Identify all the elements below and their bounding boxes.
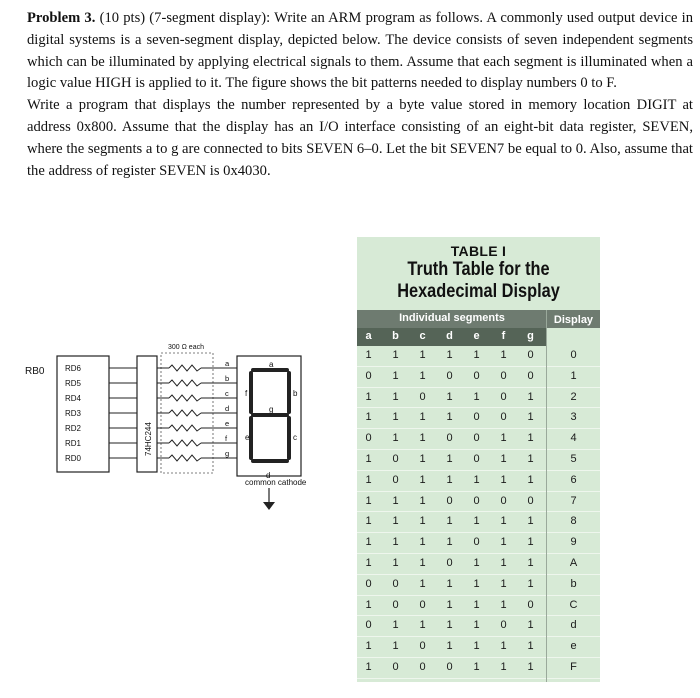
segment-bit: 1: [500, 536, 507, 549]
segment-bit: 1: [419, 473, 426, 486]
segment-bit: 1: [473, 619, 480, 632]
segment-bit: 0: [473, 536, 480, 549]
table-row: [357, 492, 600, 513]
segment-bit: 1: [527, 536, 534, 549]
segment-bit: 1: [392, 432, 399, 445]
segment-bit: 1: [446, 452, 453, 465]
segment-bit: 1: [500, 349, 507, 361]
segment-bit: 1: [419, 494, 426, 507]
segment-bit: 1: [446, 411, 453, 424]
segment-header-g: g: [527, 330, 534, 342]
segment-bit: 0: [392, 660, 399, 673]
pin-label-rd5: RD5: [65, 379, 82, 388]
segment-bit: 0: [500, 411, 507, 424]
segment-letter: b: [225, 374, 230, 383]
segment-bit: 1: [419, 432, 426, 445]
segment-bit: 1: [446, 390, 453, 403]
segment-header-e: e: [473, 330, 480, 342]
display-value: 6: [570, 473, 577, 486]
segment-bit: 0: [527, 369, 534, 382]
segment-bit: 1: [419, 452, 426, 465]
segment-bit: 1: [419, 619, 426, 632]
segment-bit: 0: [473, 369, 480, 382]
segment-bit: 0: [446, 432, 453, 445]
display-letter-e: e: [245, 433, 250, 442]
table-title: TABLE I: [450, 243, 507, 259]
segment-bit: 0: [419, 390, 426, 403]
segment-bit: 1: [500, 598, 507, 611]
display-letter-f: f: [245, 389, 248, 398]
display-value: 7: [570, 494, 577, 507]
segment-bit: 1: [446, 536, 453, 549]
segment-letter: e: [225, 419, 230, 428]
pin-label-rd1: RD1: [65, 439, 82, 448]
wires: [109, 359, 237, 461]
table-row: [357, 346, 600, 367]
segment-bit: 1: [446, 619, 453, 632]
table-row: [357, 408, 600, 429]
segment-bit: 1: [365, 598, 372, 611]
segment-bit: 1: [392, 536, 399, 549]
display-value: d: [570, 619, 577, 632]
segment-letter: d: [225, 404, 230, 413]
segment-bit: 1: [527, 660, 534, 673]
segment-bit: 1: [446, 598, 453, 611]
segment-bit: 0: [446, 556, 453, 569]
segment-bit: 0: [392, 598, 399, 611]
segment-bit: 1: [527, 390, 534, 403]
segment-bit: 1: [473, 473, 480, 486]
segment-bit: 1: [446, 473, 453, 486]
resistor-icon: [169, 365, 201, 371]
segment-bit: 0: [365, 577, 372, 590]
pin-label-rd4: RD4: [65, 394, 82, 403]
segment-header-a: a: [365, 330, 372, 342]
resistor-icon: [169, 425, 201, 431]
segment-bit: 1: [473, 556, 480, 569]
table-subtitle-1: Truth Table for the: [407, 259, 550, 280]
display-value: b: [570, 577, 577, 590]
pin-label-rd6: RD6: [65, 364, 82, 373]
segment-bit: 1: [365, 660, 372, 673]
segment-bit: 1: [419, 515, 426, 528]
display-value: C: [569, 598, 578, 611]
segment-bit: 1: [392, 390, 399, 403]
segment-bit: 1: [365, 640, 372, 653]
table-row: [357, 637, 600, 658]
segment-letter: c: [225, 389, 229, 398]
segment-bit: 0: [365, 369, 372, 382]
segment-bit: 1: [500, 473, 507, 486]
display-segments: [245, 360, 298, 461]
segment-header-b: b: [392, 330, 399, 342]
segment-bit: 0: [365, 432, 372, 445]
pin-label-rd2: RD2: [65, 424, 82, 433]
display-value: 0: [570, 349, 577, 361]
table-row: [357, 554, 600, 575]
problem-paragraph-1: [27, 8, 693, 95]
segment-bit: 0: [527, 598, 534, 611]
segment-bit: 1: [473, 515, 480, 528]
segment-bit: 1: [527, 515, 534, 528]
segment-bit: 0: [365, 619, 372, 632]
pin-labels: [65, 364, 82, 463]
table-row: [357, 429, 600, 450]
display-letter-a: a: [269, 360, 274, 369]
display-value: 2: [570, 390, 577, 403]
segment-bit: 1: [392, 349, 399, 361]
table-row: [357, 388, 600, 409]
circuit-diagram: [25, 338, 355, 528]
display-value: F: [570, 660, 577, 673]
segment-bit: 0: [473, 411, 480, 424]
segment-bit: 0: [446, 494, 453, 507]
segment-bit: 1: [419, 556, 426, 569]
segment-bit: 1: [527, 411, 534, 424]
segment-bit: 1: [419, 536, 426, 549]
pin-label-rd0: RD0: [65, 454, 82, 463]
segment-bit: 1: [392, 556, 399, 569]
table-divider: [546, 310, 547, 682]
table-row: [357, 512, 600, 533]
segment-bit: 1: [392, 515, 399, 528]
display-letter-b: b: [293, 389, 298, 398]
segment-bit: 1: [419, 577, 426, 590]
segment-bit: 0: [419, 598, 426, 611]
segment-bit: 0: [527, 494, 534, 507]
segment-bit: 1: [446, 577, 453, 590]
segment-bit: 1: [392, 619, 399, 632]
segment-bit: 1: [392, 411, 399, 424]
segment-letter: f: [225, 434, 228, 443]
segment-bit: 0: [473, 494, 480, 507]
table-row: [357, 367, 600, 388]
segment-bit: 0: [392, 473, 399, 486]
segment-bit: 1: [527, 452, 534, 465]
segment-bit: 1: [365, 515, 372, 528]
segment-header-c: c: [419, 330, 426, 342]
segment-bit: 1: [527, 640, 534, 653]
segment-header-d: d: [446, 330, 453, 342]
table-row: [357, 575, 600, 596]
segment-bit: 1: [500, 556, 507, 569]
port-label: RB0: [25, 366, 45, 377]
segment-bit: 1: [473, 577, 480, 590]
display-value: 1: [570, 369, 577, 382]
pin-label-rd3: RD3: [65, 409, 82, 418]
table-row: [357, 471, 600, 492]
segment-bit: 1: [365, 494, 372, 507]
segment-bit: 1: [473, 598, 480, 611]
problem-paragraph-2: Write a program that displays the number represented by a byte value stored in memory location DIGIT at address 0x800. Assume that the display has an I/O interface consisting of an eight-bit data register, SEVEN, where the segments a to g are connected to bits SEVEN 6–0. Let the bit SEVEN7 be equal to 0. Also, assume that the address of register SEVEN is 0x4030.: [27, 97, 693, 179]
segment-bit: 0: [446, 660, 453, 673]
segment-bit: 1: [473, 660, 480, 673]
segment-bit: 0: [419, 640, 426, 653]
display-value: 9: [570, 536, 577, 549]
segment-bit: 1: [500, 452, 507, 465]
segment-bit: 1: [500, 640, 507, 653]
table-rows: [357, 346, 600, 679]
segment-bit: 0: [419, 660, 426, 673]
resistor-label: 300 Ω each: [168, 344, 204, 351]
segment-bit: 1: [500, 432, 507, 445]
resistor-icon: [169, 455, 201, 461]
segment-bit: 1: [446, 640, 453, 653]
table-row: [357, 533, 600, 554]
problem-label: Problem 3.: [27, 10, 96, 26]
segment-bit: 1: [392, 494, 399, 507]
display-value: 4: [570, 432, 577, 445]
table-row: [357, 658, 600, 679]
cathode-label: common cathode: [245, 478, 307, 487]
segment-bit: 0: [500, 390, 507, 403]
segment-bit: 1: [527, 619, 534, 632]
cathode-d-label: d: [266, 471, 271, 480]
segment-bit: 1: [419, 369, 426, 382]
segment-bit: 1: [500, 515, 507, 528]
segment-bit: 1: [392, 369, 399, 382]
segment-header-f: f: [501, 330, 506, 342]
problem-text: [27, 8, 693, 182]
segment-bit: 0: [473, 432, 480, 445]
display-letter-c: c: [293, 433, 297, 442]
segment-bit: 1: [365, 411, 372, 424]
segment-bit: 1: [473, 640, 480, 653]
segment-letter: g: [225, 449, 230, 458]
ground-icon: [263, 502, 275, 510]
table-row: [357, 616, 600, 637]
display-value: e: [570, 640, 577, 653]
segment-bit: 1: [473, 390, 480, 403]
display-header: Display: [553, 314, 594, 326]
segment-bit: 1: [419, 349, 426, 361]
display-value: A: [569, 556, 578, 569]
segment-bit: 0: [500, 369, 507, 382]
segment-bit: 1: [365, 556, 372, 569]
resistor-icon: [169, 410, 201, 416]
table-group-header: [357, 310, 600, 328]
table-row: [357, 596, 600, 617]
segment-bit: 1: [527, 432, 534, 445]
segment-bit: 1: [392, 640, 399, 653]
segment-bit: 1: [527, 577, 534, 590]
chip-label: 74HC244: [144, 422, 153, 456]
segment-bit: 1: [365, 390, 372, 403]
segment-header-row: [357, 328, 547, 346]
segment-bit: 0: [500, 619, 507, 632]
segment-bit: 0: [446, 369, 453, 382]
segment-bit: 0: [392, 577, 399, 590]
segment-letter: a: [225, 359, 230, 368]
segment-bit: 1: [527, 556, 534, 569]
segment-bit: 1: [500, 577, 507, 590]
segment-bit: 1: [446, 515, 453, 528]
resistor-icon: [169, 395, 201, 401]
display-value: 8: [570, 515, 577, 528]
resistor-icon: [169, 440, 201, 446]
segment-bit: 1: [365, 473, 372, 486]
segment-bit: 1: [446, 349, 453, 361]
table-row: [357, 450, 600, 471]
display-letter-g: g: [269, 405, 274, 414]
segment-bit: 1: [527, 473, 534, 486]
individual-segments-header: Individual segments: [399, 312, 505, 324]
problem-body-1: (10 pts) (7-segment display): Write an ARM program as follows. A commonly used output device in digital systems is a seven-segment display, depicted below. The device consists of seven independent segments which can be illuminated by applying electrical signals to them. Assume that each segment is illuminated when a logic value HIGH is applied to it. The figure shows the bit patterns needed to display numbers 0 to F.: [27, 10, 693, 92]
display-value: 3: [570, 411, 577, 424]
segment-bit: 1: [419, 411, 426, 424]
segment-bit: 1: [473, 349, 480, 361]
segment-bit: 0: [500, 494, 507, 507]
segment-bit: 1: [365, 536, 372, 549]
segment-bit: 1: [365, 452, 372, 465]
segment-bit: 0: [392, 452, 399, 465]
segment-bit: 0: [473, 452, 480, 465]
segment-bit: 0: [527, 349, 534, 361]
table-subtitle-2: Hexadecimal Display: [397, 281, 560, 302]
segment-bit: 1: [365, 349, 372, 361]
display-value: 5: [570, 452, 577, 465]
resistor-icon: [169, 380, 201, 386]
segment-bit: 1: [500, 660, 507, 673]
truth-table: [357, 237, 600, 682]
